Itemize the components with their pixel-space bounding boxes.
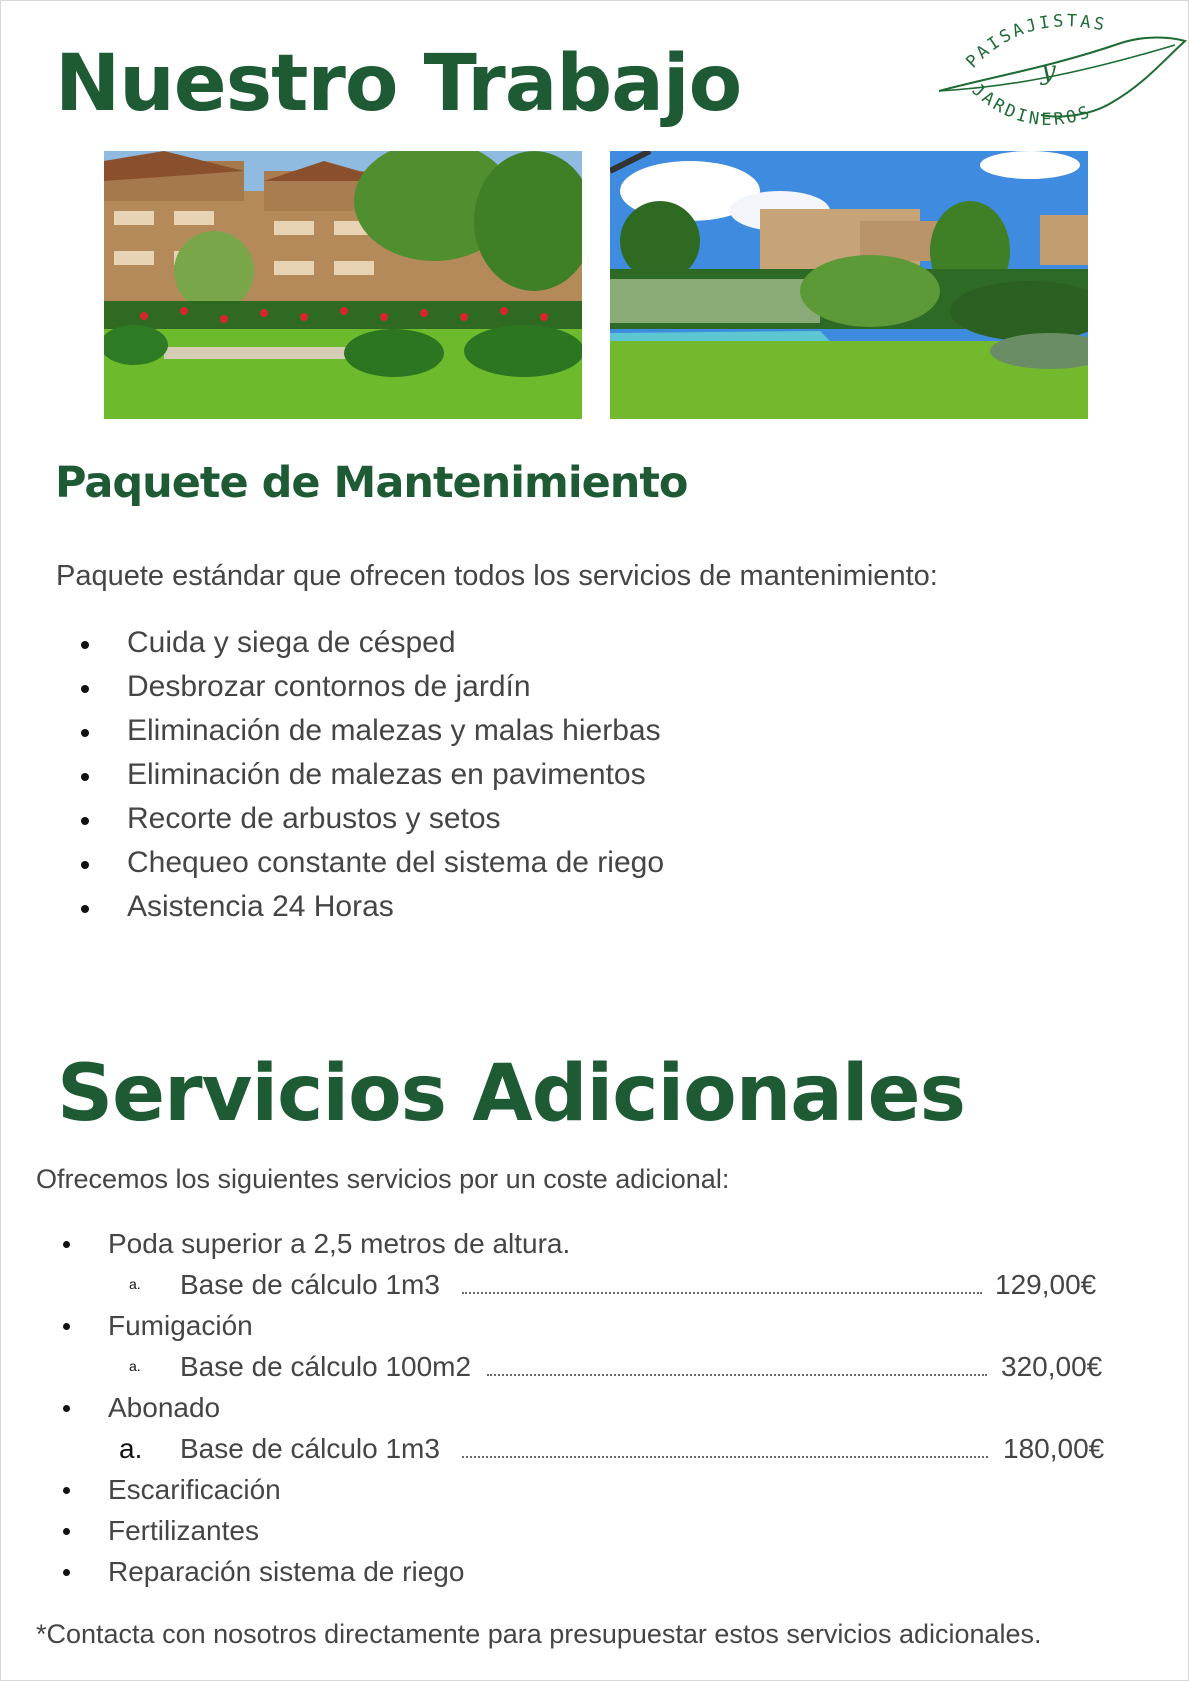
garden-photo-apartments	[104, 151, 582, 419]
service-price-row	[1, 1428, 1189, 1469]
footnote: *Contacta con nosotros directamente para presupuestar estos servicios adicionales.	[36, 1619, 1042, 1649]
additional-services-list	[1, 1223, 1189, 1592]
company-logo	[931, 7, 1189, 137]
price-value: 320,00€	[1001, 1351, 1103, 1382]
bullet-icon	[81, 773, 89, 781]
package-title: Paquete de Mantenimiento	[55, 458, 688, 508]
price-basis: Base de cálculo 1m3	[180, 1433, 440, 1464]
list-item: Chequeo constante del sistema de riego	[1, 841, 1189, 885]
list-item: Eliminación de malezas en pavimentos	[1, 753, 1189, 797]
leaf-logo-icon	[931, 7, 1189, 137]
list-marker: a.	[129, 1358, 141, 1374]
bullet-icon	[63, 1405, 70, 1412]
additional-services-title: Servicios Adicionales	[57, 1049, 965, 1139]
svg-text:PAISAJISTAS: PAISAJISTAS	[962, 11, 1109, 73]
service-item: Reparación sistema de riego	[1, 1551, 1189, 1592]
list-item: Desbrozar contornos de jardín	[1, 665, 1189, 709]
price-basis: Base de cálculo 1m3	[180, 1269, 440, 1300]
price-value: 129,00€	[995, 1269, 1097, 1300]
package-intro: Paquete estándar que ofrecen todos los servicios de mantenimiento:	[56, 560, 938, 592]
bullet-icon	[81, 641, 89, 649]
service-price-row	[1, 1264, 1189, 1305]
service-price-row	[1, 1346, 1189, 1387]
garden-image-icon	[610, 151, 1088, 419]
dot-leader	[487, 1335, 987, 1376]
list-item: Cuida y siega de césped	[1, 621, 1189, 665]
bullet-icon	[81, 685, 89, 693]
service-item: Abonado	[1, 1387, 1189, 1428]
page-title: Nuestro Trabajo	[55, 39, 742, 129]
bullet-icon	[63, 1569, 70, 1576]
list-item: Recorte de arbustos y setos	[1, 797, 1189, 841]
price-value: 180,00€	[1003, 1433, 1105, 1464]
list-marker: a.	[129, 1276, 141, 1292]
bullet-icon	[63, 1487, 70, 1494]
service-item: Fertilizantes	[1, 1510, 1189, 1551]
svg-text:y: y	[1041, 56, 1056, 86]
bullet-icon	[63, 1323, 70, 1330]
list-item: Asistencia 24 Horas	[1, 885, 1189, 929]
dot-leader	[462, 1417, 988, 1458]
additional-intro: Ofrecemos los siguientes servicios por un coste adicional:	[36, 1164, 730, 1194]
list-marker: a.	[119, 1433, 143, 1464]
svg-text:JARDINEROS: JARDINEROS	[967, 79, 1095, 131]
garden-photo-pool	[610, 151, 1088, 419]
bullet-icon	[63, 1241, 70, 1248]
service-item: Escarificación	[1, 1469, 1189, 1510]
bullet-icon	[81, 729, 89, 737]
package-list	[1, 621, 1189, 929]
bullet-icon	[81, 817, 89, 825]
service-item: Fumigación	[1, 1305, 1189, 1346]
garden-image-icon	[104, 151, 582, 419]
list-item: Eliminación de malezas y malas hierbas	[1, 709, 1189, 753]
bullet-icon	[81, 905, 89, 913]
bullet-icon	[63, 1528, 70, 1535]
bullet-icon	[81, 861, 89, 869]
dot-leader	[462, 1253, 982, 1294]
price-basis: Base de cálculo 100m2	[180, 1351, 472, 1382]
service-item: Poda superior a 2,5 metros de altura.	[1, 1223, 1189, 1264]
